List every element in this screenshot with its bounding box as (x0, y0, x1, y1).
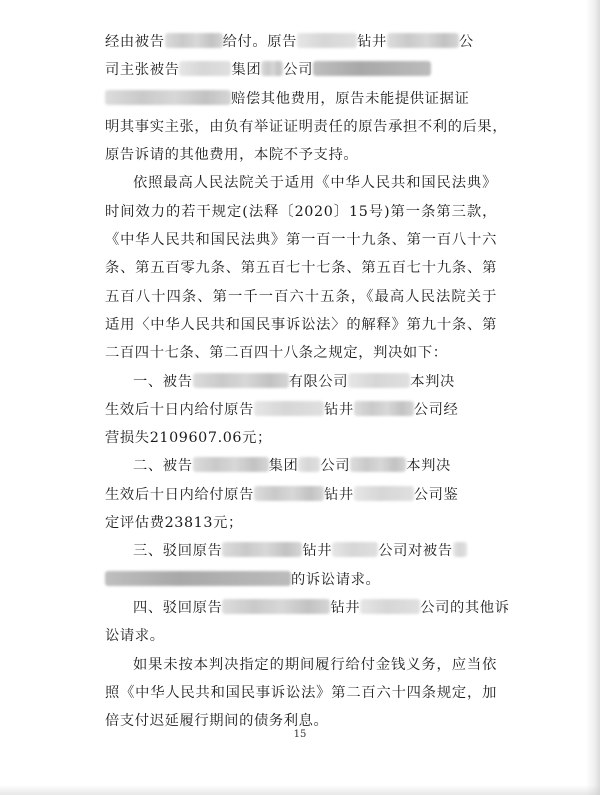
text-line: 生效后十日内给付原告 钻井 公司鉴 (105, 486, 459, 503)
page-edge-shadow-right (586, 0, 600, 795)
redaction-block (261, 61, 283, 76)
redaction-block (298, 457, 320, 472)
redaction-block (254, 486, 324, 501)
text-line: 三、驳回原告 钻井 公司对被告 (105, 537, 497, 565)
redaction-block (105, 571, 291, 586)
text-line: 营损失2109607.06元； (105, 430, 272, 447)
judgment-item-1 (105, 368, 497, 453)
redaction-block (354, 401, 414, 416)
redaction-block (165, 33, 223, 48)
text-line: 原告诉请的其他费用，本院不予支持。 (105, 147, 359, 164)
judgment-item-2 (105, 452, 497, 537)
redaction-block (332, 542, 378, 557)
text-line: 一、被告 有限公司 本判决 (133, 373, 455, 390)
paragraph-delay-interest: 如果未按本判决指定的期间履行给付金钱义务，应当依照《中华人民共和国民事诉讼法》第二百六十四条规定，加倍支付迟延履行期间的债务利息。 (105, 656, 497, 730)
text-line: 生效后十日内给付原告 钻井 公司经 (105, 401, 459, 418)
redaction-block (360, 599, 420, 614)
redaction-block (387, 33, 459, 48)
text-line: 明其事实主张，由负有举证证明责任的原告承担不利的后果， (105, 118, 508, 135)
redaction-block (179, 61, 231, 76)
redaction-block (105, 90, 231, 105)
page-number: 15 (293, 729, 307, 740)
text-line: 司主张被告 集团 公司 (105, 56, 497, 84)
redaction-block (222, 599, 330, 614)
page-edge-shadow-bottom (0, 785, 600, 795)
paragraph-legal-basis: 依照最高人民法院关于适用《中华人民共和国民法典》时间效力的若干规定(法释〔2020〕15号)第一条第三款，《中华人民共和国民法典》第一百一十九条、第一百八十六条、第五百零九条、第五百七十七条、第五百七十九条、第五百八十四条、第一千一百六十五条，《最高人民法院关于适用〈中华人民共和国民事诉讼法〉的解释》第九十条、第二百四十七条、第二百四十八条之规定，判决如下： (105, 175, 497, 362)
redaction-block (313, 61, 431, 76)
text-line: 讼请求。 (105, 628, 165, 645)
paragraph-other-costs (105, 28, 508, 169)
judgment-item-4 (105, 594, 510, 651)
text-line: 经由被告 给付。原告 钻井 公 (105, 34, 474, 50)
judgment-body (105, 28, 510, 735)
text-line: 定评估费23813元； (105, 515, 243, 532)
redaction-block (193, 457, 269, 472)
redaction-block (222, 542, 302, 557)
redaction-block (350, 457, 406, 472)
redaction-block (453, 542, 467, 557)
text-line: 赔偿其他费用，原告未能提供证据证 (105, 85, 497, 113)
redaction-block (193, 373, 289, 388)
redaction-block (297, 33, 357, 48)
text-line: 四、驳回原告 钻井 公司的其他诉 (133, 599, 510, 616)
redaction-block (354, 486, 414, 501)
text-line: 二、被告 集团 公司 本判决 (133, 458, 451, 475)
judgment-item-3 (105, 537, 497, 594)
text-line: 的诉讼请求。 (105, 566, 497, 594)
redaction-block (348, 373, 410, 388)
redaction-block (254, 401, 324, 416)
